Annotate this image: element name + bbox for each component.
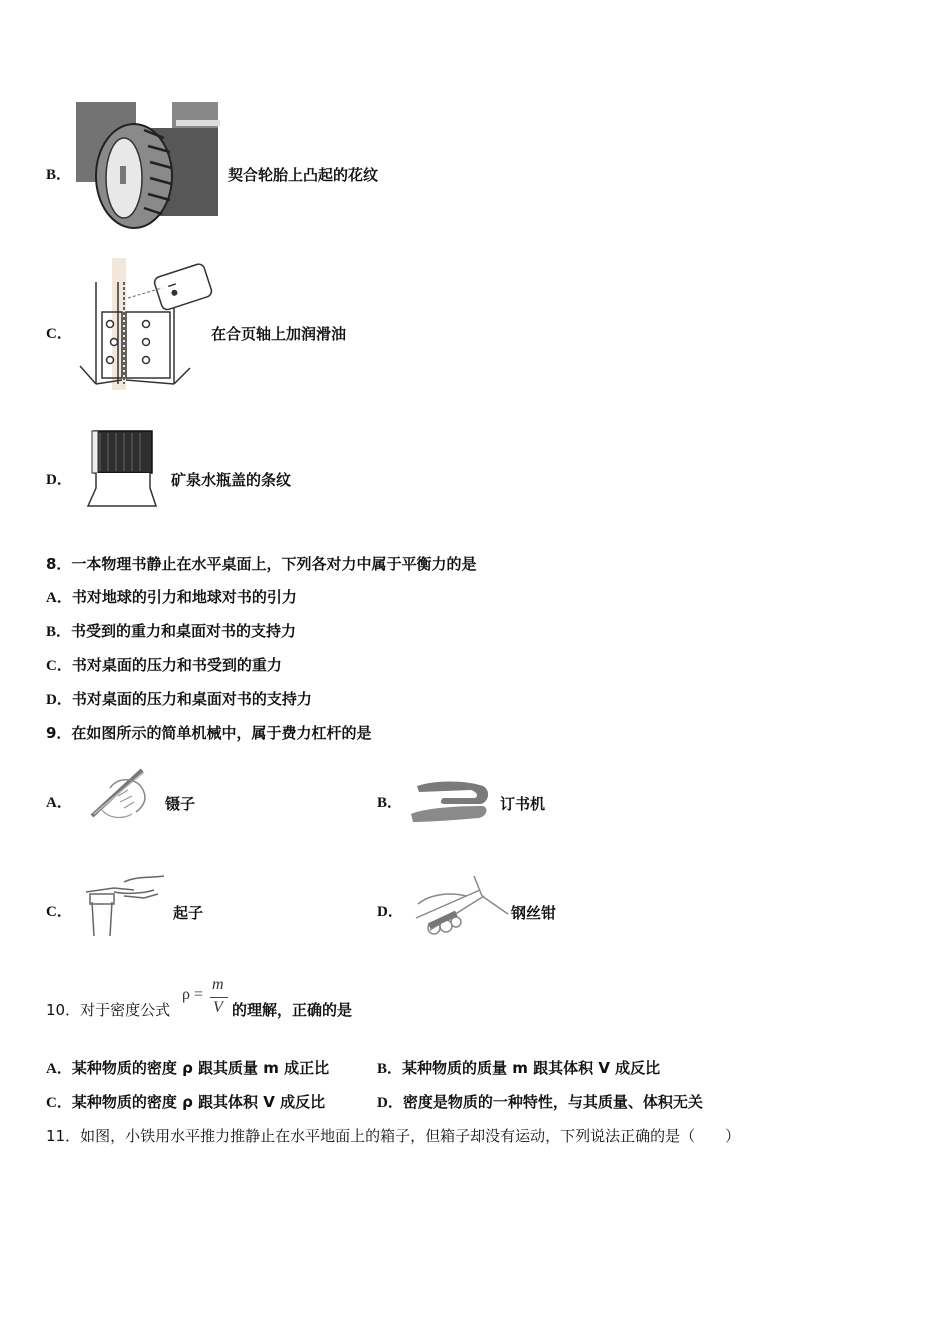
option-label: D． — [46, 472, 72, 488]
option-label: A． — [46, 795, 72, 811]
stapler-image — [405, 774, 495, 824]
option-text: 订书机 — [500, 795, 546, 813]
q8-option-a — [46, 587, 297, 608]
q10-option-c — [46, 1092, 325, 1113]
option-text: 书对桌面的压力和书受到的重力 — [71, 656, 282, 674]
option-text: 书对地球的引力和地球对书的引力 — [71, 588, 297, 606]
formula-numerator: m — [212, 976, 224, 993]
bottle-cap-image — [86, 428, 158, 510]
option-text: 书受到的重力和桌面对书的支持力 — [71, 622, 297, 640]
hinge-oil-image — [78, 258, 218, 390]
option-text: 钢丝钳 — [511, 904, 557, 922]
formula-lhs: ρ = — [182, 986, 204, 1003]
stem-prefix: 10．对于密度公式 — [46, 1001, 171, 1019]
pliers-image — [410, 874, 510, 944]
option-label: D． — [377, 904, 403, 920]
option-text: 某种物质的质量 m 跟其体积 V 成反比 — [402, 1059, 661, 1077]
option-label: C． — [46, 658, 72, 674]
q8-option-c — [46, 655, 282, 676]
option-label: B． — [46, 167, 72, 183]
q10-option-b — [377, 1058, 660, 1079]
question-stem — [46, 1000, 170, 1020]
option-label: B． — [377, 795, 403, 811]
option-text: 书对桌面的压力和桌面对书的支持力 — [71, 690, 312, 708]
question-stem: 9．在如图所示的简单机械中，属于费力杠杆的是 — [46, 724, 372, 742]
q8-option-d — [46, 689, 312, 710]
option-label: C． — [46, 326, 72, 342]
option-label: B． — [377, 1061, 403, 1077]
option-text: 起子 — [173, 904, 204, 922]
option-text: 镊子 — [165, 795, 196, 813]
stem-suffix: 的理解，正确的是 — [232, 1001, 353, 1019]
option-label: C． — [46, 1095, 72, 1111]
option-text: 在合页轴上加润滑油 — [211, 325, 347, 343]
option-text: 契合轮胎上凸起的花纹 — [228, 166, 379, 184]
option-text: 某种物质的密度 ρ 跟其体积 V 成反比 — [71, 1093, 326, 1111]
q10-option-a — [46, 1058, 329, 1079]
question-stem: 11．如图，小铁用水平推力推静止在水平地面上的箱子，但箱子却没有运动，下列说法正确的是（ ） — [46, 1127, 741, 1145]
question-stem: 8．一本物理书静止在水平桌面上，下列各对力中属于平衡力的是 — [46, 555, 477, 573]
option-label: A． — [46, 590, 72, 606]
q10-option-d — [377, 1092, 703, 1113]
option-text: 矿泉水瓶盖的条纹 — [171, 471, 292, 489]
density-formula — [182, 976, 232, 1020]
tweezers-image — [88, 766, 158, 822]
option-text: 某种物质的密度 ρ 跟其质量 m 成正比 — [71, 1059, 330, 1077]
option-text: 密度是物质的一种特性，与其质量、体积无关 — [402, 1093, 703, 1111]
bottle-opener-image — [84, 872, 170, 938]
fraction-bar — [210, 997, 228, 998]
option-label: B． — [46, 624, 72, 640]
formula-denominator: V — [213, 999, 223, 1016]
option-label: C． — [46, 904, 72, 920]
option-label: A． — [46, 1061, 72, 1077]
option-label: D． — [46, 692, 72, 708]
option-label: D． — [377, 1095, 403, 1111]
q8-option-b — [46, 621, 296, 642]
tractor-tire-image — [72, 98, 222, 230]
